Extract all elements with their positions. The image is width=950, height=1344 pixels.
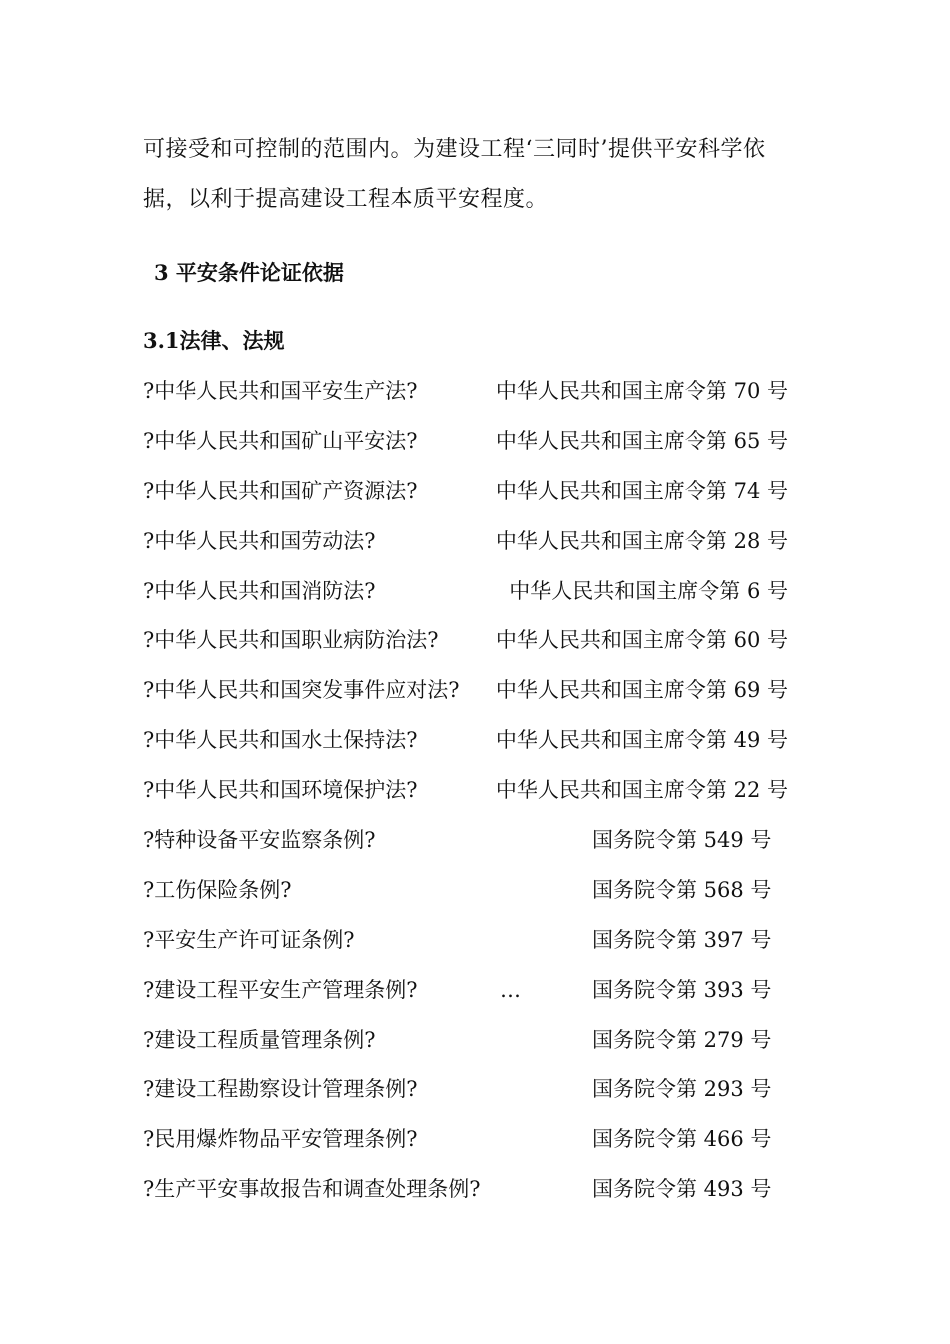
law-name: ?中华人民共和国突发事件应对法?: [143, 678, 460, 703]
law-reference: 中华人民共和国主席令第 28 号: [495, 528, 788, 553]
list-item: [0, 625, 950, 675]
list-item: [0, 875, 950, 925]
law-name: ?中华人民共和国水土保持法?: [143, 728, 418, 753]
ellipsis: …: [500, 977, 521, 1002]
list-item: [0, 426, 950, 476]
law-reference: 中华人民共和国主席令第 60 号: [495, 628, 788, 653]
law-name: ?中华人民共和国环境保护法?: [143, 778, 418, 803]
subsection-title: 3.1法律、法规: [143, 328, 285, 353]
list-item: [0, 975, 950, 1025]
paragraph-line-2: 据，以利于提高建设工程本质平安程度。: [143, 187, 549, 212]
law-name: ?中华人民共和国消防法?: [143, 578, 376, 603]
regulation-name: ?建设工程平安生产管理条例?: [143, 977, 418, 1002]
law-reference: 中华人民共和国主席令第 70 号: [495, 379, 788, 403]
list-item: [0, 925, 950, 975]
list-item: [0, 476, 950, 526]
law-reference: 中华人民共和国主席令第 69 号: [495, 678, 788, 703]
regulation-name: ?生产平安事故报告和调查处理条例?: [143, 1177, 481, 1202]
list-item: [0, 1025, 950, 1075]
list-item: [0, 775, 950, 825]
paragraph-line-1: 可接受和可控制的范围内。为建设工程‘三同时’提供平安科学依: [143, 137, 766, 162]
law-reference: 中华人民共和国主席令第 22 号: [495, 778, 788, 803]
regulation-name: ?工伤保险条例?: [143, 877, 292, 902]
regulation-reference: 国务院令第 293 号: [592, 1077, 772, 1102]
regulation-reference: 国务院令第 279 号: [592, 1027, 772, 1052]
law-name: ?中华人民共和国平安生产法?: [143, 379, 418, 403]
regulation-name: ?平安生产许可证条例?: [143, 927, 355, 952]
law-reference: 中华人民共和国主席令第 74 号: [495, 478, 788, 503]
regulation-name: ?建设工程质量管理条例?: [143, 1027, 376, 1052]
section-title: 3 平安条件论证依据: [154, 260, 344, 285]
regulation-reference: 国务院令第 397 号: [592, 927, 772, 952]
law-name: ?中华人民共和国劳动法?: [143, 528, 376, 553]
law-name: ?中华人民共和国矿产资源法?: [143, 478, 418, 503]
list-item: [0, 725, 950, 775]
regulation-name: ?建设工程勘察设计管理条例?: [143, 1077, 418, 1102]
list-item: [0, 526, 950, 576]
law-name: ?中华人民共和国矿山平安法?: [143, 428, 418, 453]
regulation-reference: 国务院令第 393 号: [592, 977, 772, 1002]
regulation-reference: 国务院令第 466 号: [592, 1127, 772, 1152]
list-item: [0, 1074, 950, 1124]
list-item: [0, 1174, 950, 1224]
laws-regulations-list: [0, 376, 950, 1224]
regulation-reference: 国务院令第 568 号: [592, 877, 772, 902]
regulation-reference: 国务院令第 549 号: [592, 828, 772, 853]
list-item: [0, 376, 950, 426]
regulation-name: ?特种设备平安监察条例?: [143, 828, 376, 853]
regulation-name: ?民用爆炸物品平安管理条例?: [143, 1127, 418, 1152]
list-item: [0, 576, 950, 626]
list-item: [0, 675, 950, 725]
law-reference: 中华人民共和国主席令第 49 号: [495, 728, 788, 753]
law-reference: 中华人民共和国主席令第 6 号: [509, 578, 788, 603]
law-name: ?中华人民共和国职业病防治法?: [143, 628, 439, 653]
regulation-reference: 国务院令第 493 号: [592, 1177, 772, 1202]
list-item: [0, 825, 950, 875]
law-reference: 中华人民共和国主席令第 65 号: [495, 428, 788, 453]
list-item: [0, 1124, 950, 1174]
